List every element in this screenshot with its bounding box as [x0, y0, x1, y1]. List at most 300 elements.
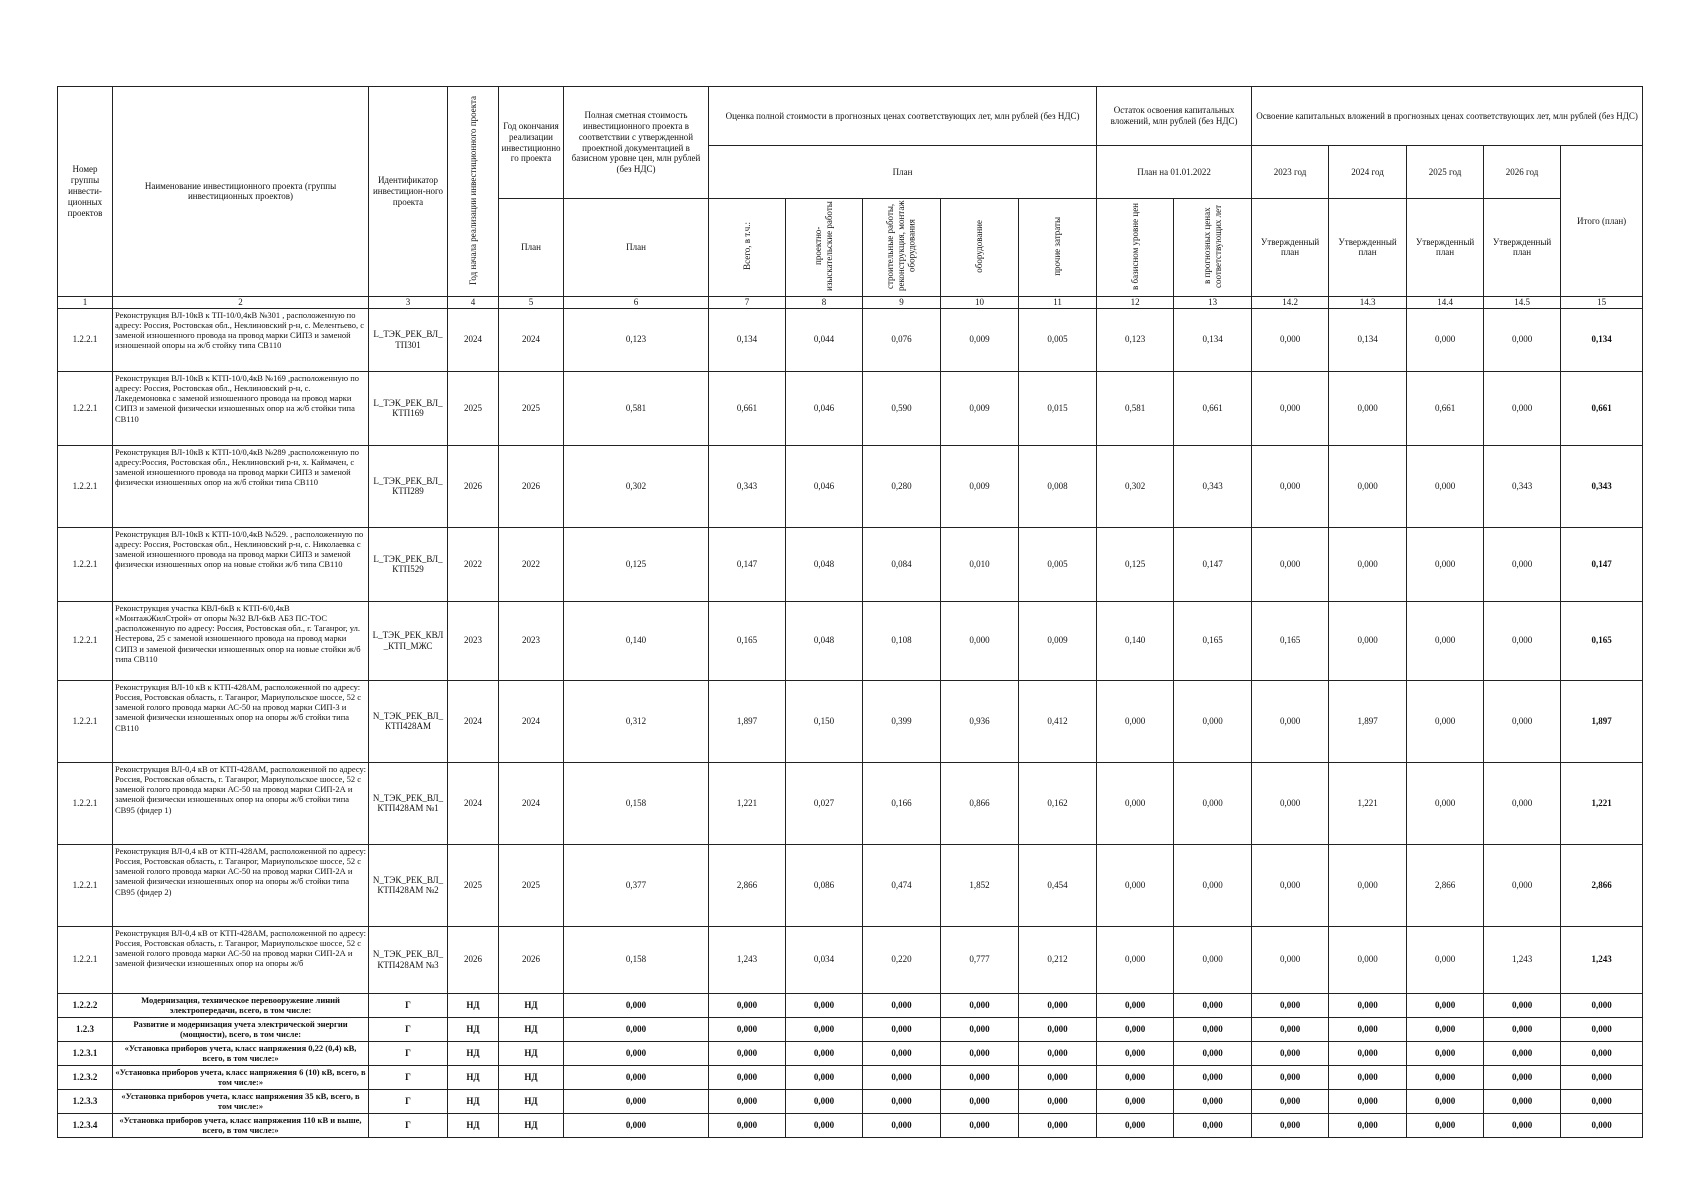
total-cost-cell: 1,243 — [709, 926, 786, 993]
column-number: 1 — [58, 296, 113, 308]
plan-2023-cell: 0,165 — [1252, 601, 1329, 680]
plan-2024-cell: 0,000 — [1329, 1089, 1407, 1113]
plan-2024-cell: 0,000 — [1329, 993, 1407, 1017]
design-cost-cell: 0,046 — [786, 371, 863, 445]
estimate-cell: 0,000 — [564, 1017, 709, 1041]
column-number: 5 — [499, 296, 564, 308]
total-plan-cell: 1,243 — [1561, 926, 1643, 993]
plan-2026-cell: 0,000 — [1484, 527, 1561, 601]
equipment-cost-cell: 0,000 — [941, 601, 1019, 680]
plan-2026-cell: 0,000 — [1484, 680, 1561, 762]
equipment-cost-cell: 0,009 — [941, 371, 1019, 445]
design-cost-cell: 0,000 — [786, 1089, 863, 1113]
total-plan-cell: 0,000 — [1561, 993, 1643, 1017]
table-row — [58, 527, 1643, 601]
header-project-name: Наименование инвестиционного проекта (группы инвестиционных проектов) — [113, 87, 369, 297]
plan-2023-cell: 0,000 — [1252, 1017, 1329, 1041]
construction-cost-cell: 0,280 — [863, 445, 941, 527]
total-plan-cell: 1,221 — [1561, 762, 1643, 844]
remaining-forecast-cell: 0,147 — [1174, 527, 1252, 601]
project-name-cell: Реконструкция ВЛ-0,4 кВ от КТП-428АМ, расположенной по адресу: Россия, Ростовская область, г. Таганрог, Мариупольское шоссе, 52 с заменой голого провода марки АС-50 на провод марки СИП-2А и заменой физически изношенных опор на опоры ж/б — [113, 926, 369, 993]
identifier-cell: Г — [369, 1017, 448, 1041]
remaining-forecast-cell: 0,661 — [1174, 371, 1252, 445]
remaining-base-cell: 0,000 — [1097, 1041, 1174, 1065]
start-year-cell: НД — [448, 993, 499, 1017]
end-year-cell: 2024 — [499, 762, 564, 844]
total-cost-cell: 0,165 — [709, 601, 786, 680]
header-end-year-plan: План — [499, 199, 564, 297]
table-row — [58, 601, 1643, 680]
identifier-cell: L_ТЭК_РЕК_ВЛ_ТП301 — [369, 308, 448, 371]
remaining-forecast-cell: 0,134 — [1174, 308, 1252, 371]
table-row — [58, 844, 1643, 926]
header-design-text: проектно-изыскательские работы — [813, 201, 834, 291]
remaining-base-cell: 0,000 — [1097, 1017, 1174, 1041]
construction-cost-cell: 0,000 — [863, 1017, 941, 1041]
remaining-base-cell: 0,000 — [1097, 680, 1174, 762]
plan-2025-cell: 2,866 — [1407, 844, 1484, 926]
design-cost-cell: 0,034 — [786, 926, 863, 993]
total-plan-cell: 0,134 — [1561, 308, 1643, 371]
remaining-base-cell: 0,140 — [1097, 601, 1174, 680]
estimate-cell: 0,377 — [564, 844, 709, 926]
header-equipment-text: оборудование — [974, 219, 985, 273]
plan-2026-cell: 0,000 — [1484, 762, 1561, 844]
estimate-cell: 0,000 — [564, 1041, 709, 1065]
plan-2023-cell: 0,000 — [1252, 762, 1329, 844]
start-year-cell: 2023 — [448, 601, 499, 680]
design-cost-cell: 0,150 — [786, 680, 863, 762]
end-year-cell: 2026 — [499, 926, 564, 993]
plan-2025-cell: 0,000 — [1407, 1089, 1484, 1113]
end-year-cell: 2024 — [499, 680, 564, 762]
equipment-cost-cell: 0,000 — [941, 1065, 1019, 1089]
end-year-cell: НД — [499, 1113, 564, 1137]
plan-2025-cell: 0,000 — [1407, 1113, 1484, 1137]
column-number: 14.4 — [1407, 296, 1484, 308]
total-plan-cell: 0,343 — [1561, 445, 1643, 527]
project-name-cell: «Установка приборов учета, класс напряжения 0,22 (0,4) кВ, всего, в том числе:» — [113, 1041, 369, 1065]
estimate-cell: 0,158 — [564, 762, 709, 844]
start-year-cell: НД — [448, 1113, 499, 1137]
plan-2026-cell: 0,000 — [1484, 1089, 1561, 1113]
column-number: 14.3 — [1329, 296, 1407, 308]
total-plan-cell: 2,866 — [1561, 844, 1643, 926]
plan-2026-cell: 0,000 — [1484, 1113, 1561, 1137]
plan-2026-cell: 0,000 — [1484, 1065, 1561, 1089]
header-full-cost-plan: План — [709, 146, 1097, 199]
identifier-cell: Г — [369, 1065, 448, 1089]
project-name-cell: Реконструкция ВЛ-10 кВ к КТП-428АМ, расположенной по адресу: Россия, Ростовская область, г. Таганрог, Мариупольское шоссе, 52 с заменой голого провода марки АС-50 на провод марки СИП-3 и заменой физически изношенных опор на опоры ж/б стойки типа СВ110 — [113, 680, 369, 762]
plan-2023-cell: 0,000 — [1252, 308, 1329, 371]
design-cost-cell: 0,000 — [786, 1041, 863, 1065]
summary-row — [58, 1065, 1643, 1089]
column-number: 9 — [863, 296, 941, 308]
plan-2024-cell: 0,000 — [1329, 1017, 1407, 1041]
summary-row — [58, 1113, 1643, 1137]
other-cost-cell: 0,005 — [1019, 308, 1097, 371]
group-no-cell: 1.2.2.1 — [58, 308, 113, 371]
total-cost-cell: 0,147 — [709, 527, 786, 601]
table-row — [58, 371, 1643, 445]
estimate-cell: 0,140 — [564, 601, 709, 680]
plan-2026-cell: 0,343 — [1484, 445, 1561, 527]
column-number: 12 — [1097, 296, 1174, 308]
plan-2026-cell: 0,000 — [1484, 601, 1561, 680]
table-header — [58, 87, 1643, 309]
header-remaining: Остаток освоения капитальных вложений, млн рублей (без НДС) — [1097, 87, 1252, 146]
other-cost-cell: 0,005 — [1019, 527, 1097, 601]
plan-2023-cell: 0,000 — [1252, 371, 1329, 445]
remaining-forecast-cell: 0,000 — [1174, 1089, 1252, 1113]
plan-2023-cell: 0,000 — [1252, 993, 1329, 1017]
construction-cost-cell: 0,000 — [863, 1065, 941, 1089]
construction-cost-cell: 0,474 — [863, 844, 941, 926]
design-cost-cell: 0,046 — [786, 445, 863, 527]
end-year-cell: НД — [499, 1089, 564, 1113]
column-number: 10 — [941, 296, 1019, 308]
total-plan-cell: 0,000 — [1561, 1017, 1643, 1041]
plan-2023-cell: 0,000 — [1252, 1089, 1329, 1113]
design-cost-cell: 0,044 — [786, 308, 863, 371]
plan-2024-cell: 0,000 — [1329, 601, 1407, 680]
header-approved-2024: Утвержденный план — [1329, 199, 1407, 297]
plan-2026-cell: 0,000 — [1484, 993, 1561, 1017]
header-total-incl — [709, 199, 786, 297]
other-cost-cell: 0,212 — [1019, 926, 1097, 993]
project-name-cell: Реконструкция ВЛ-0,4 кВ от КТП-428АМ, расположенной по адресу: Россия, Ростовская область, г. Таганрог, Мариупольское шоссе, 52 с заменой голого провода марки АС-50 на провод марки СИП-2А и заменой физически изношенных опор на опоры ж/б стойки типа СВ95 (фидер 1) — [113, 762, 369, 844]
plan-2025-cell: 0,661 — [1407, 371, 1484, 445]
column-number: 8 — [786, 296, 863, 308]
project-name-cell: Реконструкция участка КВЛ-6кВ к КТП-6/0,4кВ «МонтажЖилСтрой» от опоры №32 ВЛ-6кВ АБЗ ПС-ТОС ,расположенную по адресу: Россия, Ростовская обл., г. Таганрог, ул. Нестерова, 25 с заменой изношенного провода на провод марки СИП3 и заменой физически изношенных опор на новые стойки ж/б типа СВ110 — [113, 601, 369, 680]
table-row — [58, 308, 1643, 371]
project-name-cell: Реконструкция ВЛ-10кВ к КТП-10/0,4кВ №169 ,расположенную по адресу: Россия, Ростовская обл., Неклиновский р-н, с. Лакедемоновка с заменой изношенного провода на провод марки СИП3 и заменой физически изношенных опор на ж/б стойки типа СВ110 — [113, 371, 369, 445]
header-equipment — [941, 199, 1019, 297]
plan-2024-cell: 0,000 — [1329, 1065, 1407, 1089]
equipment-cost-cell: 0,000 — [941, 1017, 1019, 1041]
total-cost-cell: 0,000 — [709, 1041, 786, 1065]
plan-2025-cell: 0,000 — [1407, 926, 1484, 993]
plan-2023-cell: 0,000 — [1252, 1065, 1329, 1089]
group-no-cell: 1.2.2.1 — [58, 844, 113, 926]
remaining-base-cell: 0,000 — [1097, 1065, 1174, 1089]
end-year-cell: 2022 — [499, 527, 564, 601]
total-cost-cell: 0,000 — [709, 1113, 786, 1137]
header-base-level-text: в базисном уровне цен — [1129, 202, 1140, 290]
estimate-cell: 0,000 — [564, 1065, 709, 1089]
design-cost-cell: 0,000 — [786, 1113, 863, 1137]
start-year-cell: 2024 — [448, 680, 499, 762]
project-name-cell: Реконструкция ВЛ-10кВ к ТП-10/0,4кВ №301 , расположенную по адресу: Россия, Ростовская обл., Неклиновский р-н, с. Мелентьево, с заменой изношенного провода на провод марки СИП3 и заменой изношенной опоры на ж/б стойку типа СВ110 — [113, 308, 369, 371]
end-year-cell: НД — [499, 1041, 564, 1065]
start-year-cell: НД — [448, 1065, 499, 1089]
other-cost-cell: 0,009 — [1019, 601, 1097, 680]
plan-2025-cell: 0,000 — [1407, 680, 1484, 762]
total-plan-cell: 0,000 — [1561, 1089, 1643, 1113]
construction-cost-cell: 0,000 — [863, 1089, 941, 1113]
equipment-cost-cell: 0,777 — [941, 926, 1019, 993]
plan-2025-cell: 0,000 — [1407, 445, 1484, 527]
identifier-cell: N_ТЭК_РЕК_ВЛ_КТП428АМ — [369, 680, 448, 762]
column-number: 6 — [564, 296, 709, 308]
design-cost-cell: 0,000 — [786, 993, 863, 1017]
remaining-base-cell: 0,581 — [1097, 371, 1174, 445]
design-cost-cell: 0,000 — [786, 1065, 863, 1089]
total-plan-cell: 0,147 — [1561, 527, 1643, 601]
equipment-cost-cell: 0,000 — [941, 1113, 1019, 1137]
identifier-cell: N_ТЭК_РЕК_ВЛ_КТП428АМ №1 — [369, 762, 448, 844]
start-year-cell: НД — [448, 1089, 499, 1113]
plan-2024-cell: 0,000 — [1329, 1113, 1407, 1137]
equipment-cost-cell: 0,000 — [941, 1041, 1019, 1065]
remaining-forecast-cell: 0,000 — [1174, 680, 1252, 762]
header-total-incl-text: Всего, в т.ч.: — [741, 222, 752, 270]
header-approved-2026: Утвержденный план — [1484, 199, 1561, 297]
project-name-cell: «Установка приборов учета, класс напряжения 6 (10) кВ, всего, в том числе:» — [113, 1065, 369, 1089]
group-no-cell: 1.2.3 — [58, 1017, 113, 1041]
plan-2023-cell: 0,000 — [1252, 926, 1329, 993]
other-cost-cell: 0,000 — [1019, 1017, 1097, 1041]
plan-2025-cell: 0,000 — [1407, 1017, 1484, 1041]
total-cost-cell: 2,866 — [709, 844, 786, 926]
plan-2023-cell: 0,000 — [1252, 1041, 1329, 1065]
plan-2026-cell: 0,000 — [1484, 371, 1561, 445]
end-year-cell: 2023 — [499, 601, 564, 680]
column-number: 3 — [369, 296, 448, 308]
plan-2024-cell: 0,134 — [1329, 308, 1407, 371]
project-name-cell: «Установка приборов учета, класс напряжения 35 кВ, всего, в том числе:» — [113, 1089, 369, 1113]
start-year-cell: 2022 — [448, 527, 499, 601]
remaining-forecast-cell: 0,000 — [1174, 1113, 1252, 1137]
equipment-cost-cell: 0,000 — [941, 993, 1019, 1017]
end-year-cell: 2025 — [499, 371, 564, 445]
remaining-base-cell: 0,000 — [1097, 926, 1174, 993]
remaining-forecast-cell: 0,000 — [1174, 1017, 1252, 1041]
project-name-cell: Реконструкция ВЛ-0,4 кВ от КТП-428АМ, расположенной по адресу: Россия, Ростовская область, г. Таганрог, Мариупольское шоссе, 52 с заменой голого провода марки АС-50 на провод марки СИП-2А и заменой физически изношенных опор на опоры ж/б стойки типа СВ95 (фидер 2) — [113, 844, 369, 926]
plan-2026-cell: 0,000 — [1484, 1041, 1561, 1065]
construction-cost-cell: 0,590 — [863, 371, 941, 445]
remaining-base-cell: 0,000 — [1097, 1113, 1174, 1137]
identifier-cell: Г — [369, 1041, 448, 1065]
project-rows — [58, 308, 1643, 993]
start-year-cell: 2024 — [448, 762, 499, 844]
group-no-cell: 1.2.2.1 — [58, 680, 113, 762]
plan-2024-cell: 0,000 — [1329, 844, 1407, 926]
project-name-cell: «Установка приборов учета, класс напряжения 110 кВ и выше, всего, в том числе:» — [113, 1113, 369, 1137]
design-cost-cell: 0,048 — [786, 527, 863, 601]
remaining-forecast-cell: 0,343 — [1174, 445, 1252, 527]
start-year-cell: 2025 — [448, 371, 499, 445]
total-cost-cell: 0,000 — [709, 1089, 786, 1113]
header-approved-2023: Утвержденный план — [1252, 199, 1329, 297]
total-plan-cell: 0,661 — [1561, 371, 1643, 445]
total-cost-cell: 0,343 — [709, 445, 786, 527]
start-year-cell: 2026 — [448, 445, 499, 527]
total-cost-cell: 0,000 — [709, 1065, 786, 1089]
estimate-cell: 0,302 — [564, 445, 709, 527]
plan-2026-cell: 0,000 — [1484, 308, 1561, 371]
end-year-cell: НД — [499, 1017, 564, 1041]
plan-2025-cell: 0,000 — [1407, 601, 1484, 680]
estimate-cell: 0,000 — [564, 993, 709, 1017]
group-no-cell: 1.2.3.3 — [58, 1089, 113, 1113]
estimate-cell: 0,581 — [564, 371, 709, 445]
plan-2025-cell: 0,000 — [1407, 527, 1484, 601]
plan-2024-cell: 0,000 — [1329, 371, 1407, 445]
remaining-base-cell: 0,125 — [1097, 527, 1174, 601]
project-name-cell: Реконструкция ВЛ-10кВ к КТП-10/0,4кВ №289 ,расположенную по адресу:Россия, Ростовская обл., Неклиновский р-н, х. Каймачен, с заменой изношенного провода на провод марки СИП3 и заменой физически изношенных опор на ж/б стойки типа СВ110 — [113, 445, 369, 527]
column-number: 2 — [113, 296, 369, 308]
plan-2023-cell: 0,000 — [1252, 445, 1329, 527]
total-cost-cell: 0,661 — [709, 371, 786, 445]
plan-2024-cell: 0,000 — [1329, 445, 1407, 527]
remaining-forecast-cell: 0,000 — [1174, 844, 1252, 926]
header-estimate-plan: План — [564, 199, 709, 297]
total-plan-cell: 0,165 — [1561, 601, 1643, 680]
construction-cost-cell: 0,000 — [863, 1041, 941, 1065]
equipment-cost-cell: 1,852 — [941, 844, 1019, 926]
group-no-cell: 1.2.3.1 — [58, 1041, 113, 1065]
identifier-cell: L_ТЭК_РЕК_ВЛ_КТП289 — [369, 445, 448, 527]
remaining-forecast-cell: 0,000 — [1174, 1065, 1252, 1089]
header-group-no: Номер группы инвести-ционных проектов — [58, 87, 113, 297]
identifier-cell: Г — [369, 993, 448, 1017]
other-cost-cell: 0,008 — [1019, 445, 1097, 527]
group-no-cell: 1.2.2.2 — [58, 993, 113, 1017]
remaining-forecast-cell: 0,000 — [1174, 1041, 1252, 1065]
column-number: 14.2 — [1252, 296, 1329, 308]
other-cost-cell: 0,454 — [1019, 844, 1097, 926]
group-no-cell: 1.2.2.1 — [58, 762, 113, 844]
estimate-cell: 0,000 — [564, 1113, 709, 1137]
total-cost-cell: 0,000 — [709, 1017, 786, 1041]
summary-rows — [58, 993, 1643, 1137]
header-identifier: Идентификатор инвестицион-ного проекта — [369, 87, 448, 297]
group-no-cell: 1.2.2.1 — [58, 371, 113, 445]
other-cost-cell: 0,000 — [1019, 993, 1097, 1017]
column-number: 7 — [709, 296, 786, 308]
group-no-cell: 1.2.3.4 — [58, 1113, 113, 1137]
remaining-forecast-cell: 0,165 — [1174, 601, 1252, 680]
other-cost-cell: 0,162 — [1019, 762, 1097, 844]
plan-2025-cell: 0,000 — [1407, 308, 1484, 371]
project-name-cell: Развитие и модернизация учета электрической энергии (мощности), всего, в том числе: — [113, 1017, 369, 1041]
header-other-text: прочие затраты — [1052, 216, 1063, 276]
project-name-cell: Модернизация, техническое перевооружение линий электропередачи, всего, в том числе: — [113, 993, 369, 1017]
column-number: 4 — [448, 296, 499, 308]
summary-row — [58, 1041, 1643, 1065]
identifier-cell: L_ТЭК_РЕК_КВЛ_КТП_МЖС — [369, 601, 448, 680]
plan-2025-cell: 0,000 — [1407, 762, 1484, 844]
design-cost-cell: 0,048 — [786, 601, 863, 680]
summary-row — [58, 1017, 1643, 1041]
estimate-cell: 0,158 — [564, 926, 709, 993]
plan-2025-cell: 0,000 — [1407, 1041, 1484, 1065]
construction-cost-cell: 0,220 — [863, 926, 941, 993]
plan-2023-cell: 0,000 — [1252, 680, 1329, 762]
total-plan-cell: 0,000 — [1561, 1113, 1643, 1137]
remaining-base-cell: 0,302 — [1097, 445, 1174, 527]
construction-cost-cell: 0,000 — [863, 1113, 941, 1137]
identifier-cell: L_ТЭК_РЕК_ВЛ_КТП169 — [369, 371, 448, 445]
plan-2026-cell: 0,000 — [1484, 844, 1561, 926]
identifier-cell: N_ТЭК_РЕК_ВЛ_КТП428АМ №2 — [369, 844, 448, 926]
group-no-cell: 1.2.2.1 — [58, 527, 113, 601]
plan-2023-cell: 0,000 — [1252, 1113, 1329, 1137]
construction-cost-cell: 0,399 — [863, 680, 941, 762]
plan-2025-cell: 0,000 — [1407, 993, 1484, 1017]
other-cost-cell: 0,412 — [1019, 680, 1097, 762]
header-start-year-text: Год начала реализации инвестиционного проекта — [467, 95, 478, 285]
table-row — [58, 762, 1643, 844]
equipment-cost-cell: 0,936 — [941, 680, 1019, 762]
summary-row — [58, 1089, 1643, 1113]
identifier-cell: Г — [369, 1113, 448, 1137]
start-year-cell: 2024 — [448, 308, 499, 371]
header-end-year: Год окончания реализации инвестиционного проекта — [499, 87, 564, 199]
identifier-cell: L_ТЭК_РЕК_ВЛ_КТП529 — [369, 527, 448, 601]
design-cost-cell: 0,086 — [786, 844, 863, 926]
group-no-cell: 1.2.2.1 — [58, 445, 113, 527]
plan-2025-cell: 0,000 — [1407, 1065, 1484, 1089]
group-no-cell: 1.2.2.1 — [58, 601, 113, 680]
header-construction-text: строительные работы, реконструкция, монтаж оборудования — [885, 200, 917, 292]
plan-2024-cell: 1,897 — [1329, 680, 1407, 762]
column-number: 15 — [1561, 296, 1643, 308]
total-plan-cell: 0,000 — [1561, 1065, 1643, 1089]
group-no-cell: 1.2.2.1 — [58, 926, 113, 993]
equipment-cost-cell: 0,009 — [941, 308, 1019, 371]
plan-2024-cell: 0,000 — [1329, 1041, 1407, 1065]
header-estimate: Полная сметная стоимость инвестиционного проекта в соответствии с утвержденной проектной документацией в базисном уровне цен, млн рублей (без НДС) — [564, 87, 709, 199]
group-no-cell: 1.2.3.2 — [58, 1065, 113, 1089]
construction-cost-cell: 0,000 — [863, 993, 941, 1017]
remaining-base-cell: 0,123 — [1097, 308, 1174, 371]
plan-2026-cell: 1,243 — [1484, 926, 1561, 993]
project-name-cell: Реконструкция ВЛ-10кВ к КТП-10/0,4кВ №529. , расположенную по адресу: Россия, Ростовская обл., Неклиновский р-н, с. Николаевка с заменой изношенного провода на провод марки СИП3 и заменой физически изношенных опор на новые стойки ж/б типа СВ110 — [113, 527, 369, 601]
other-cost-cell: 0,000 — [1019, 1065, 1097, 1089]
header-year-2023: 2023 год — [1252, 146, 1329, 199]
end-year-cell: 2026 — [499, 445, 564, 527]
start-year-cell: 2026 — [448, 926, 499, 993]
remaining-forecast-cell: 0,000 — [1174, 993, 1252, 1017]
identifier-cell: N_ТЭК_РЕК_ВЛ_КТП428АМ №3 — [369, 926, 448, 993]
investment-projects-table — [57, 86, 1643, 1138]
identifier-cell: Г — [369, 1089, 448, 1113]
start-year-cell: 2025 — [448, 844, 499, 926]
other-cost-cell: 0,000 — [1019, 1089, 1097, 1113]
header-forecast-level — [1174, 199, 1252, 297]
header-forecast-level-text: в прогнозных ценах соответствующих лет — [1201, 204, 1223, 288]
end-year-cell: 2024 — [499, 308, 564, 371]
remaining-base-cell: 0,000 — [1097, 844, 1174, 926]
header-mastering: Освоение капитальных вложений в прогнозных ценах соответствующих лет, млн рублей (без НДС) — [1252, 87, 1643, 146]
column-number: 11 — [1019, 296, 1097, 308]
header-year-2025: 2025 год — [1407, 146, 1484, 199]
column-number: 13 — [1174, 296, 1252, 308]
plan-2026-cell: 0,000 — [1484, 1017, 1561, 1041]
equipment-cost-cell: 0,010 — [941, 527, 1019, 601]
header-design — [786, 199, 863, 297]
total-plan-cell: 1,897 — [1561, 680, 1643, 762]
estimate-cell: 0,125 — [564, 527, 709, 601]
summary-row — [58, 993, 1643, 1017]
construction-cost-cell: 0,166 — [863, 762, 941, 844]
plan-2024-cell: 0,000 — [1329, 527, 1407, 601]
total-cost-cell: 0,000 — [709, 993, 786, 1017]
plan-2023-cell: 0,000 — [1252, 527, 1329, 601]
remaining-forecast-cell: 0,000 — [1174, 762, 1252, 844]
